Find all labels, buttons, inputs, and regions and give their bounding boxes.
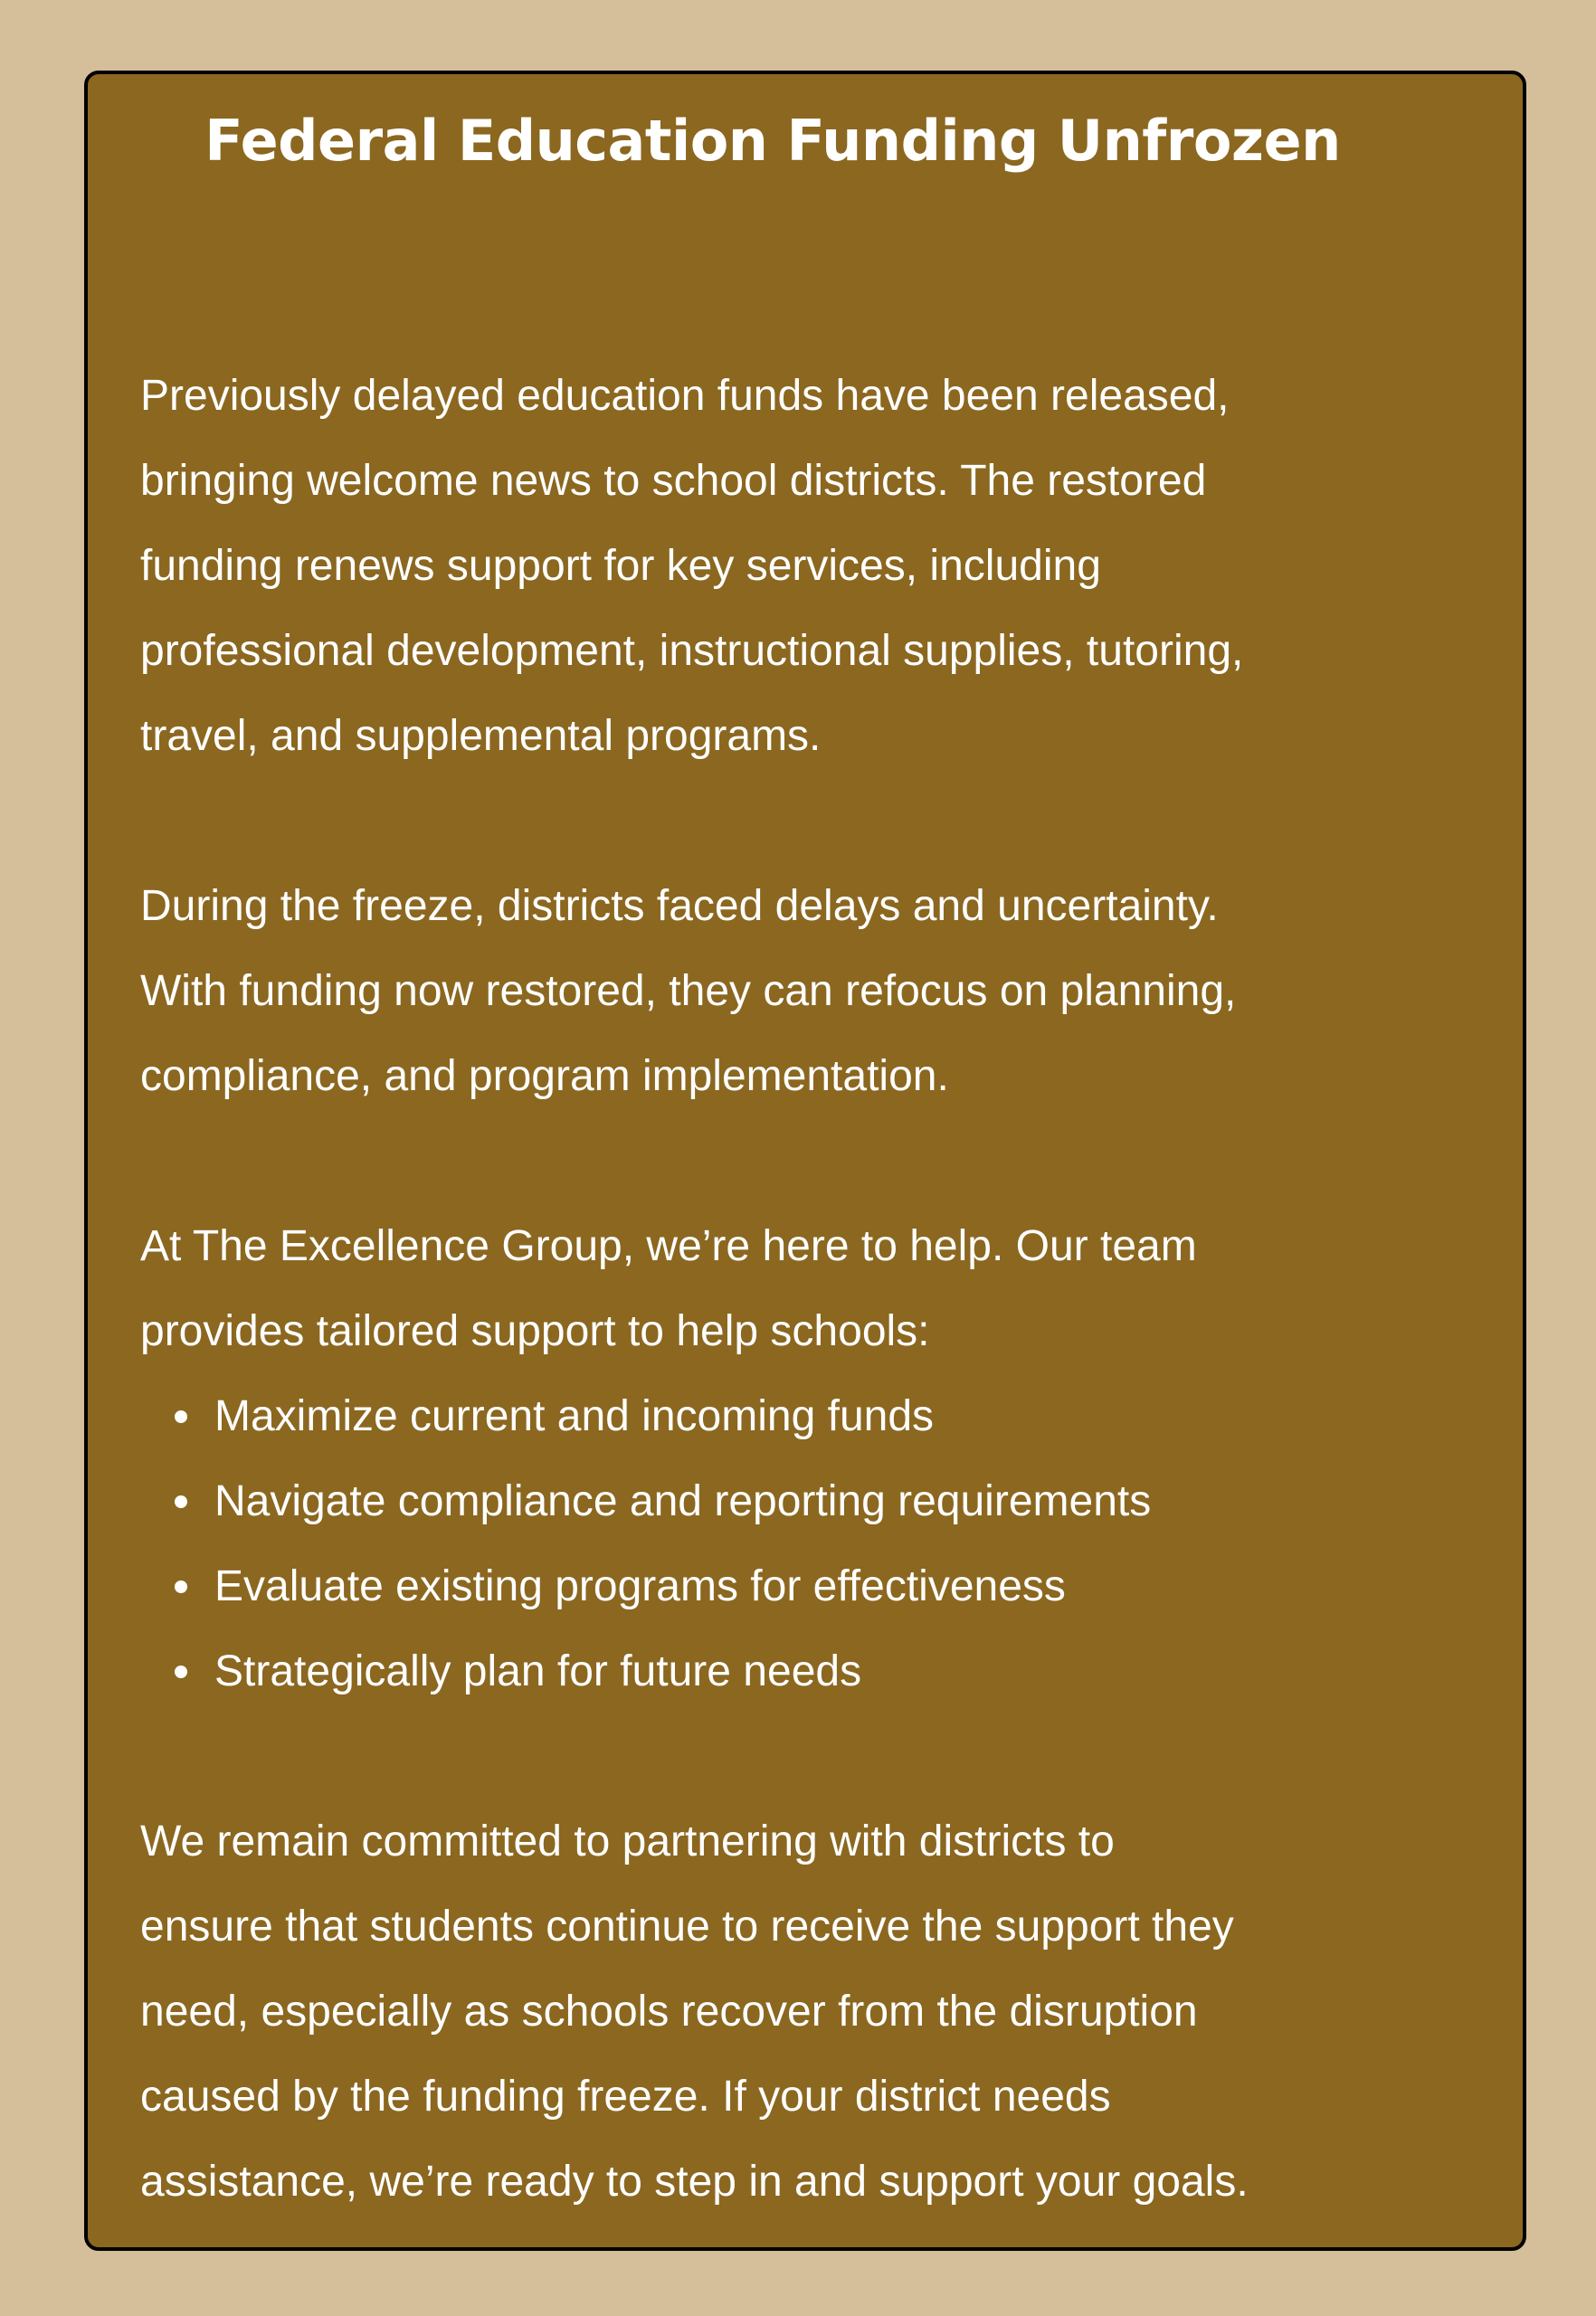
text-line: ensure that students continue to receive the support they — [140, 1903, 1234, 1951]
bullet-icon — [175, 1495, 187, 1508]
text-line: Previously delayed education funds have been released, — [140, 372, 1230, 420]
page-title: Federal Education Funding Unfrozen — [204, 108, 1341, 174]
list-item — [140, 1374, 1497, 1459]
text-line: travel, and supplemental programs. — [140, 712, 822, 760]
list-item-text: Navigate compliance and reporting requirements — [214, 1477, 1152, 1525]
text-line: professional development, instructional supplies, tutoring, — [140, 627, 1244, 675]
list-item-text: Evaluate existing programs for effectiveness — [214, 1562, 1066, 1610]
paragraph-freeze-impact — [140, 864, 1497, 1119]
text-line: funding renews support for key services, including — [140, 542, 1101, 590]
list-item-text: Strategically plan for future needs — [214, 1647, 862, 1695]
text-line: We remain committed to partnering with districts to — [140, 1818, 1115, 1865]
list-item — [140, 1544, 1497, 1629]
announcement-card — [84, 71, 1526, 2251]
support-list — [140, 1374, 1497, 1714]
bullet-icon — [175, 1666, 187, 1678]
paragraph-excellence-group — [140, 1204, 1497, 1374]
list-item — [140, 1629, 1497, 1714]
text-line: At The Excellence Group, we’re here to help. Our team — [140, 1222, 1197, 1270]
text-line: caused by the funding freeze. If your district needs — [140, 2073, 1111, 2121]
paragraph-funds-released — [140, 354, 1497, 779]
bullet-icon — [175, 1410, 187, 1423]
text-line: need, especially as schools recover from the disruption — [140, 1988, 1198, 2036]
paragraph-commitment — [140, 1799, 1497, 2225]
list-item-text: Maximize current and incoming funds — [214, 1392, 935, 1440]
text-line: During the freeze, districts faced delays and uncertainty. — [140, 882, 1219, 930]
article-body — [140, 354, 1497, 2225]
list-item — [140, 1459, 1497, 1544]
text-line: bringing welcome news to school districts. The restored — [140, 457, 1207, 505]
bullet-icon — [175, 1580, 187, 1593]
text-line: provides tailored support to help schools: — [140, 1307, 930, 1355]
text-line: assistance, we’re ready to step in and support your goals. — [140, 2158, 1249, 2206]
text-line: compliance, and program implementation. — [140, 1052, 949, 1100]
text-line: With funding now restored, they can refocus on planning, — [140, 967, 1237, 1015]
